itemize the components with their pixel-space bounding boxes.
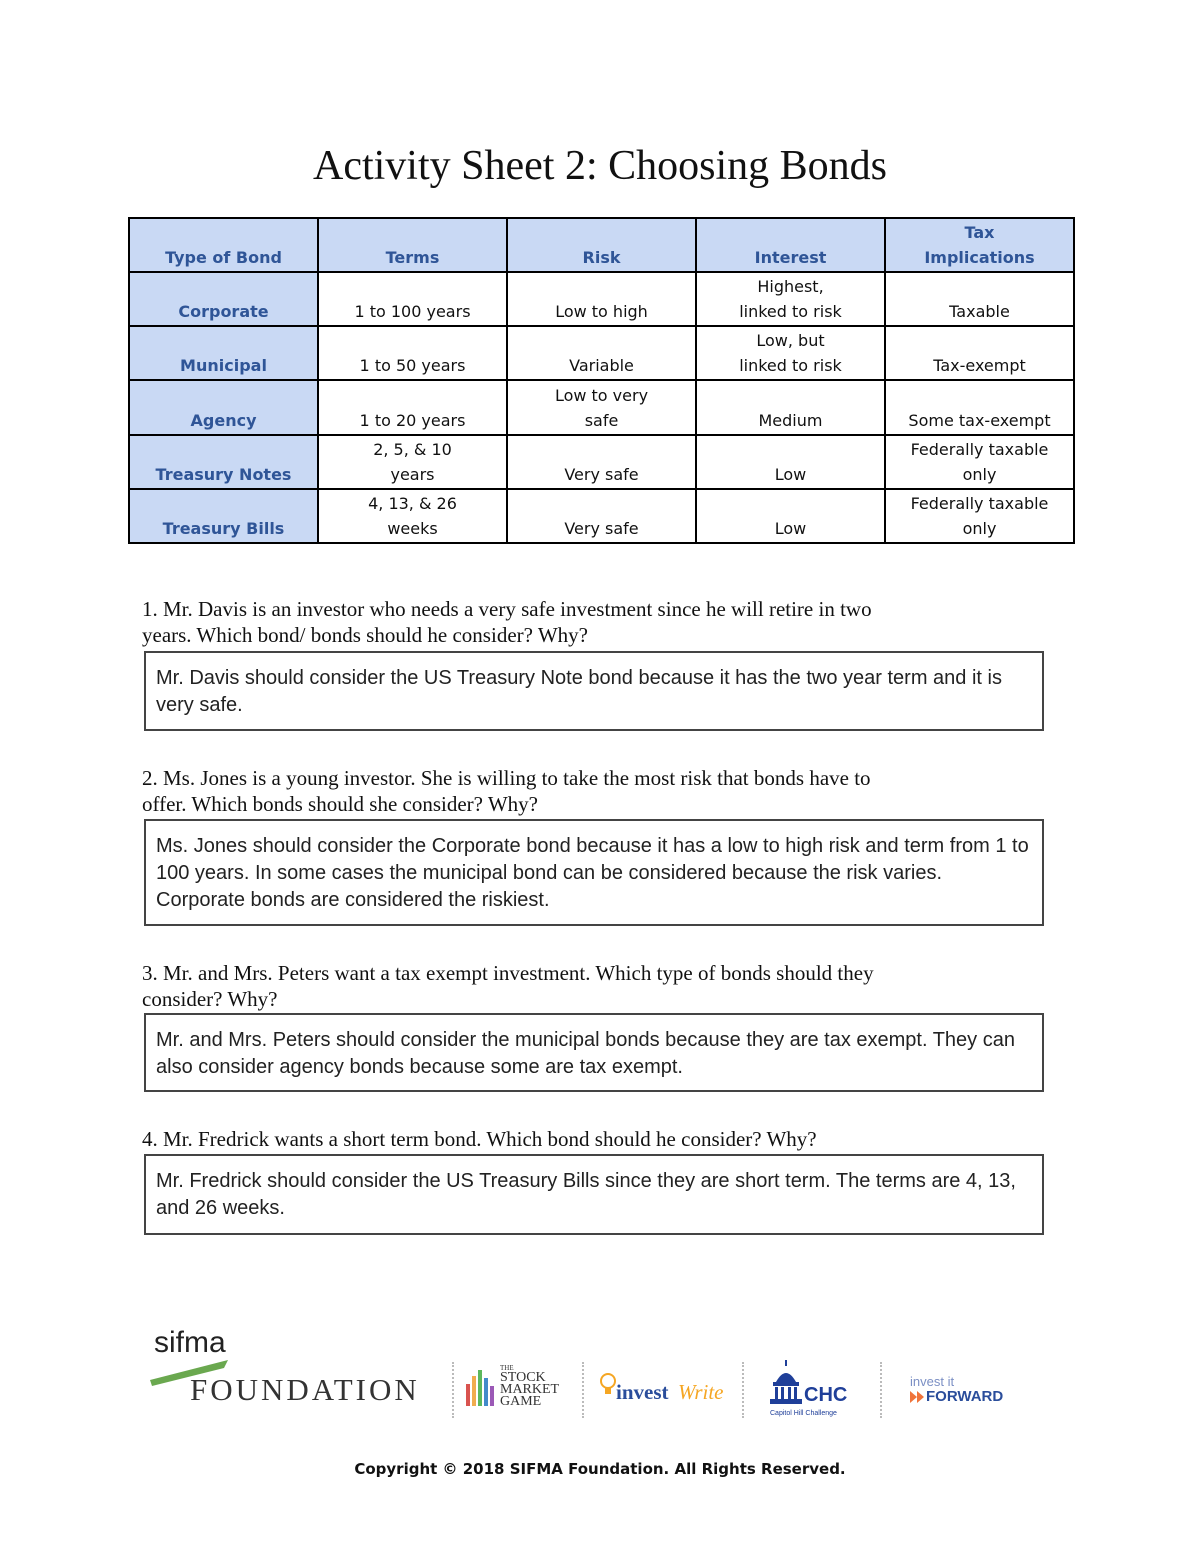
table-cell: Low to very safe bbox=[507, 380, 696, 434]
row-header-treasury-bills: Treasury Bills bbox=[129, 489, 318, 543]
header-terms: Terms bbox=[318, 218, 507, 272]
logo-divider bbox=[742, 1362, 744, 1418]
foundation-wordmark: FOUNDATION bbox=[190, 1372, 420, 1407]
stock-market-game-logo bbox=[466, 1360, 571, 1420]
smg-game: GAME bbox=[500, 1394, 542, 1409]
bond-comparison-table bbox=[128, 217, 1075, 544]
table-header-row bbox=[129, 218, 1074, 272]
answer-box-1[interactable]: Mr. Davis should consider the US Treasury Note bond because it has the two year term and it is very safe. bbox=[144, 651, 1044, 731]
row-header-corporate: Corporate bbox=[129, 272, 318, 326]
table-cell: 4, 13, & 26 weeks bbox=[318, 489, 507, 543]
header-risk: Risk bbox=[507, 218, 696, 272]
table-cell: Low bbox=[696, 489, 885, 543]
logo-divider bbox=[582, 1362, 584, 1418]
table-cell: Federally taxable only bbox=[885, 435, 1074, 489]
investwrite-logo bbox=[598, 1360, 733, 1420]
invest-it-text: invest it bbox=[910, 1374, 955, 1389]
table-cell: 2, 5, & 10 years bbox=[318, 435, 507, 489]
question-4 bbox=[142, 1126, 1042, 1152]
question-1-line-1: 1. Mr. Davis is an investor who needs a very safe investment since he will retire in two bbox=[142, 597, 872, 621]
question-2-line-2: offer. Which bonds should she consider? Why? bbox=[142, 792, 539, 816]
investwrite-invest: invest bbox=[616, 1380, 669, 1404]
table-cell: Taxable bbox=[885, 272, 1074, 326]
table-cell: Low, but linked to risk bbox=[696, 326, 885, 380]
answer-box-2[interactable]: Ms. Jones should consider the Corporate bond because it has a low to high risk and term from 1 to 100 years. In some cases the municipal bond can be considered because the risk varies. Corporate bonds are considered the riskiest. bbox=[144, 819, 1044, 926]
sifma-wordmark: sifma bbox=[154, 1326, 226, 1359]
question-3-line-1: 3. Mr. and Mrs. Peters want a tax exempt investment. Which type of bonds should they bbox=[142, 961, 874, 985]
smg-the: THE bbox=[500, 1364, 514, 1372]
table-cell: Medium bbox=[696, 380, 885, 434]
table-cell: Variable bbox=[507, 326, 696, 380]
question-4-line-1: 4. Mr. Fredrick wants a short term bond. Which bond should he consider? Why? bbox=[142, 1127, 817, 1151]
question-3-line-2: consider? Why? bbox=[142, 987, 278, 1011]
question-3 bbox=[142, 960, 1042, 1012]
chc-logo bbox=[768, 1360, 863, 1420]
logo-divider bbox=[452, 1362, 454, 1418]
table-cell: Federally taxable only bbox=[885, 489, 1074, 543]
logo-divider bbox=[880, 1362, 882, 1418]
table-cell: Tax-exempt bbox=[885, 326, 1074, 380]
capitol-dome-icon bbox=[768, 1360, 804, 1406]
table-row bbox=[129, 326, 1074, 380]
answer-box-4[interactable]: Mr. Fredrick should consider the US Treasury Bills since they are short term. The terms are 4, 13, and 26 weeks. bbox=[144, 1154, 1044, 1235]
row-header-agency: Agency bbox=[129, 380, 318, 434]
header-interest: Interest bbox=[696, 218, 885, 272]
forward-text: FORWARD bbox=[926, 1388, 1004, 1405]
stock-market-game-bars-icon bbox=[466, 1368, 498, 1408]
table-cell: 1 to 100 years bbox=[318, 272, 507, 326]
row-header-treasury-notes: Treasury Notes bbox=[129, 435, 318, 489]
question-2-line-1: 2. Ms. Jones is a young investor. She is willing to take the most risk that bonds have to bbox=[142, 766, 871, 790]
table-row bbox=[129, 489, 1074, 543]
table-cell: Some tax-exempt bbox=[885, 380, 1074, 434]
answer-box-3[interactable]: Mr. and Mrs. Peters should consider the municipal bonds because they are tax exempt. They can also consider agency bonds because some are tax exempt. bbox=[144, 1013, 1044, 1092]
table-cell: Highest, linked to risk bbox=[696, 272, 885, 326]
table-row bbox=[129, 380, 1074, 434]
header-type-of-bond: Type of Bond bbox=[129, 218, 318, 272]
page-title: Activity Sheet 2: Choosing Bonds bbox=[312, 143, 887, 189]
table-cell: 1 to 20 years bbox=[318, 380, 507, 434]
smg-market: MARKET bbox=[500, 1382, 560, 1397]
chc-subtitle: Capitol Hill Challenge bbox=[770, 1410, 837, 1417]
table-row bbox=[129, 435, 1074, 489]
header-tax-implications bbox=[885, 218, 1074, 272]
table-cell: 1 to 50 years bbox=[318, 326, 507, 380]
row-header-municipal: Municipal bbox=[129, 326, 318, 380]
table-cell: Very safe bbox=[507, 489, 696, 543]
table-row bbox=[129, 272, 1074, 326]
fast-forward-icon bbox=[910, 1391, 926, 1403]
question-1 bbox=[142, 596, 1042, 648]
smg-stock: STOCK bbox=[500, 1370, 546, 1385]
table-cell: Low bbox=[696, 435, 885, 489]
investwrite-write: Write bbox=[678, 1380, 724, 1404]
invest-it-forward-logo bbox=[908, 1360, 1048, 1420]
table-cell: Low to high bbox=[507, 272, 696, 326]
question-1-line-2: years. Which bond/ bonds should he consider? Why? bbox=[142, 623, 588, 647]
lightbulb-icon bbox=[598, 1372, 618, 1398]
table-cell: Very safe bbox=[507, 435, 696, 489]
header-tax-implications-label: Tax Implications bbox=[924, 223, 1035, 268]
copyright-notice: Copyright © 2018 SIFMA Foundation. All Rights Reserved. bbox=[354, 1460, 846, 1478]
question-2 bbox=[142, 765, 1042, 817]
chc-wordmark: CHC bbox=[804, 1384, 848, 1406]
